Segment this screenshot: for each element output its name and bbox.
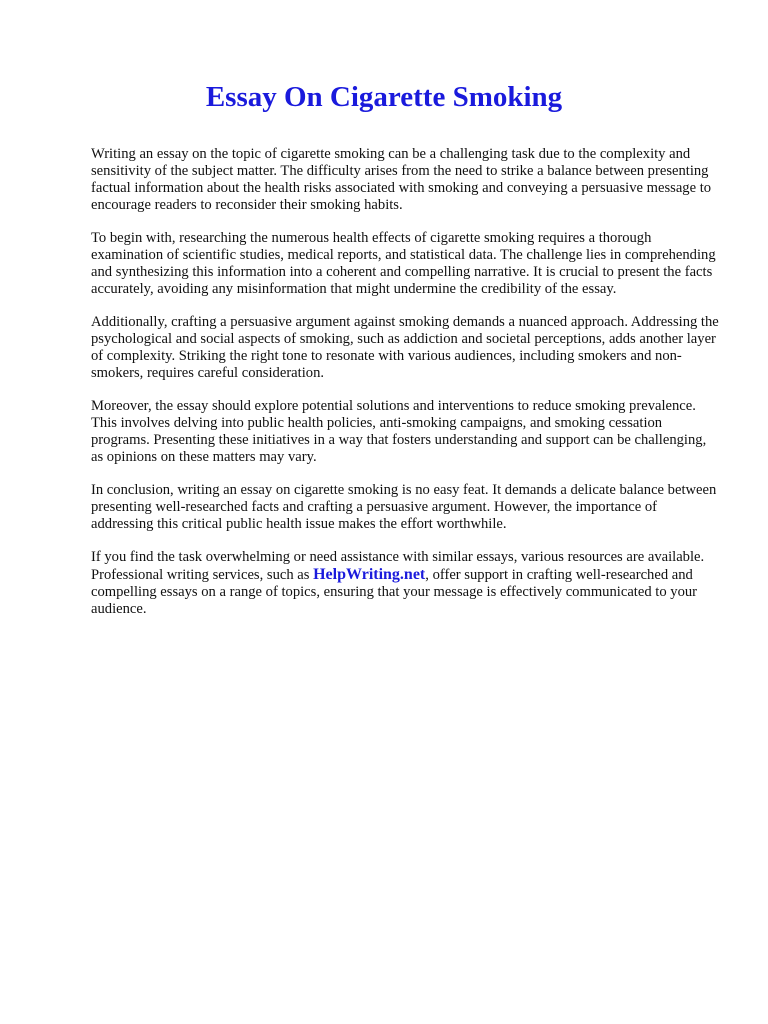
- paragraph-solutions: Moreover, the essay should explore potential solutions and interventions to reduce smoking prevalence. This involves delving into public health policies, anti-smoking campaigns, and smoking cessation programs. Presenting these initiatives in a way that fosters understanding and support can be challenging, as opinions on these matters may vary.: [91, 398, 707, 465]
- paragraph-resources: [91, 549, 721, 618]
- helpwriting-link[interactable]: HelpWriting.net: [313, 566, 426, 583]
- paragraph-conclusion: In conclusion, writing an essay on cigarette smoking is no easy feat. It demands a delicate balance between presenting well-researched facts and crafting a persuasive argument. However, the importance of addressing this critical public health issue makes the effort worthwhile.: [91, 482, 717, 532]
- essay-body: [91, 146, 721, 634]
- paragraph-research: To begin with, researching the numerous health effects of cigarette smoking requires a thorough examination of scientific studies, medical reports, and statistical data. The challenge lies in comprehending and synthesizing this information into a coherent and compelling narrative. It is crucial to present the facts accurately, avoiding any misinformation that might undermine the credibility of the essay.: [91, 230, 716, 297]
- paragraph-persuasion: Additionally, crafting a persuasive argument against smoking demands a nuanced approach. Addressing the psychological and social aspects of smoking, such as addiction and societal perceptions, adds another layer of complexity. Striking the right tone to resonate with various audiences, including smokers and non-smokers, requires careful consideration.: [91, 314, 719, 381]
- resources-text-after-link: , offer support in crafting well-researched and compelling essays on a range of topics, ensuring that your message is effectively communicated to your audience.: [91, 567, 698, 617]
- page-title: Essay On Cigarette Smoking: [205, 81, 563, 113]
- resources-text-before-link: If you find the task overwhelming or need assistance with similar essays, various resources are available. Professional writing services, such as: [91, 549, 705, 583]
- paragraph-intro: Writing an essay on the topic of cigarette smoking can be a challenging task due to the complexity and sensitivity of the subject matter. The difficulty arises from the need to strike a balance between presenting factual information about the health risks associated with smoking and conveying a persuasive message to encourage readers to reconsider their smoking habits.: [91, 146, 712, 213]
